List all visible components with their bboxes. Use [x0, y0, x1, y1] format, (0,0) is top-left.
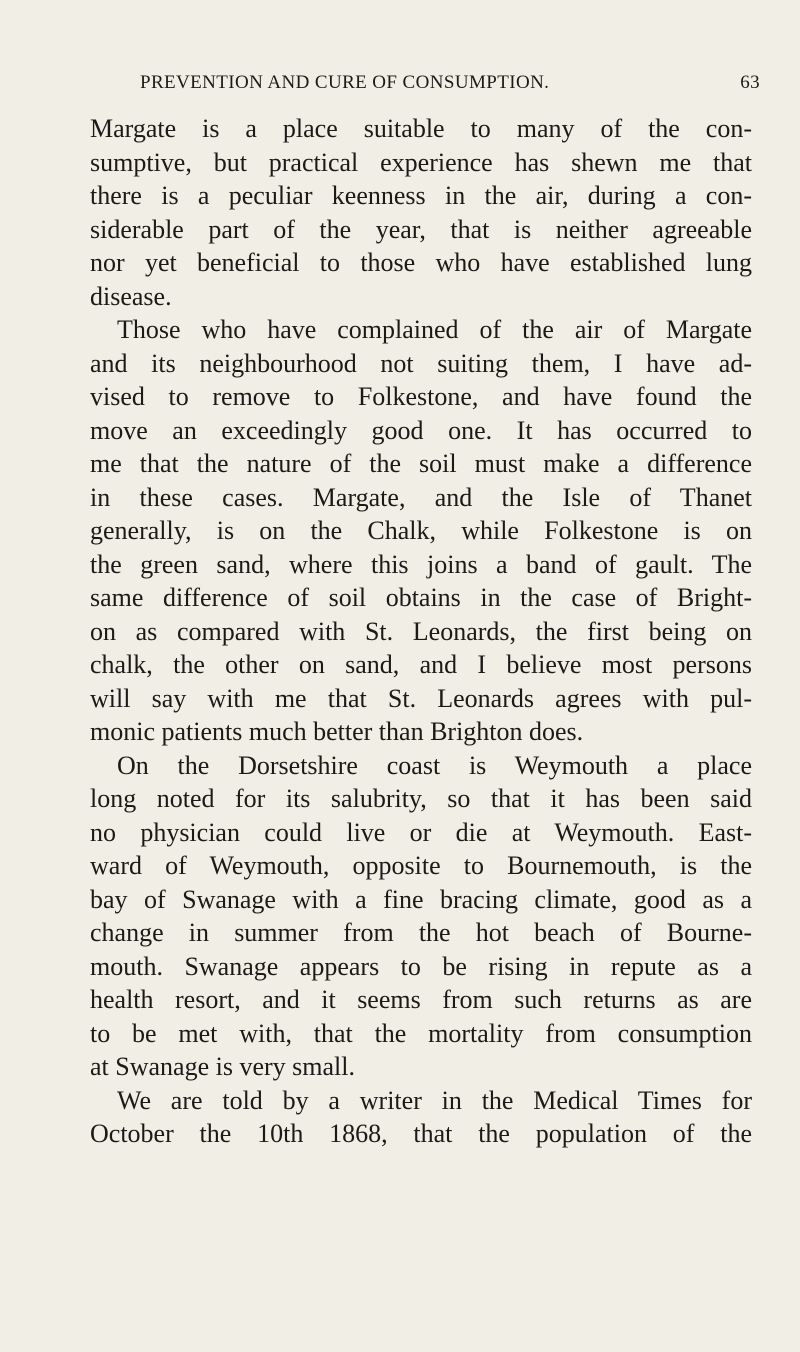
text-line: same difference of soil obtains in the case of Bright-	[90, 583, 752, 612]
text-line: ward of Weymouth, opposite to Bournemouth, is the	[90, 851, 752, 880]
text-line: the green sand, where this joins a band of gault. The	[90, 549, 752, 579]
text-line: Those who have complained of the air of Margate	[117, 315, 752, 344]
text-line: move an exceedingly good one. It has occurred to	[90, 415, 752, 445]
text-line: generally, is on the Chalk, while Folkestone is on	[90, 516, 752, 545]
text-line: and its neighbourhood not suiting them, I have ad-	[90, 348, 752, 378]
text-line: vised to remove to Folkestone, and have found the	[90, 382, 752, 411]
text-line: October the 10th 1868, that the population of the	[90, 1119, 752, 1148]
text-line: We are told by a writer in the Medical Times for	[117, 1085, 752, 1115]
running-title: PREVENTION AND CURE OF CONSUMPTION.	[140, 72, 550, 93]
text-line: monic patients much better than Brighton does.	[90, 717, 584, 746]
text-line: mouth. Swanage appears to be rising in repute as a	[90, 951, 752, 981]
text-line: bay of Swanage with a fine bracing climate, good as a	[90, 884, 752, 914]
text-line: no physician could live or die at Weymouth. East-	[90, 817, 752, 847]
text-line: siderable part of the year, that is neither agreeable	[90, 214, 752, 244]
body-text	[90, 112, 752, 1151]
text-line: to be met with, that the mortality from consumption	[90, 1018, 752, 1048]
text-line: at Swanage is very small.	[90, 1052, 355, 1081]
text-line: On the Dorsetshire coast is Weymouth a place	[117, 750, 752, 780]
text-line: nor yet beneficial to those who have established lung	[90, 248, 752, 277]
text-line: chalk, the other on sand, and I believe most persons	[90, 650, 752, 679]
running-head	[140, 72, 760, 96]
text-line: will say with me that St. Leonards agrees with pul-	[90, 683, 752, 713]
text-line: there is a peculiar keenness in the air, during a con-	[90, 181, 752, 210]
text-line: on as compared with St. Leonards, the first being on	[90, 616, 752, 646]
text-line: me that the nature of the soil must make a difference	[90, 449, 752, 478]
text-line: in these cases. Margate, and the Isle of Thanet	[90, 482, 752, 512]
text-line: change in summer from the hot beach of Bourne-	[90, 918, 752, 947]
text-line: health resort, and it seems from such returns as are	[90, 985, 752, 1014]
text-line: sumptive, but practical experience has shewn me that	[90, 147, 752, 177]
text-line: Margate is a place suitable to many of the con-	[90, 114, 752, 143]
text-line: disease.	[90, 281, 172, 311]
page-number: 63	[740, 72, 760, 93]
text-line: long noted for its salubrity, so that it has been said	[90, 784, 752, 813]
